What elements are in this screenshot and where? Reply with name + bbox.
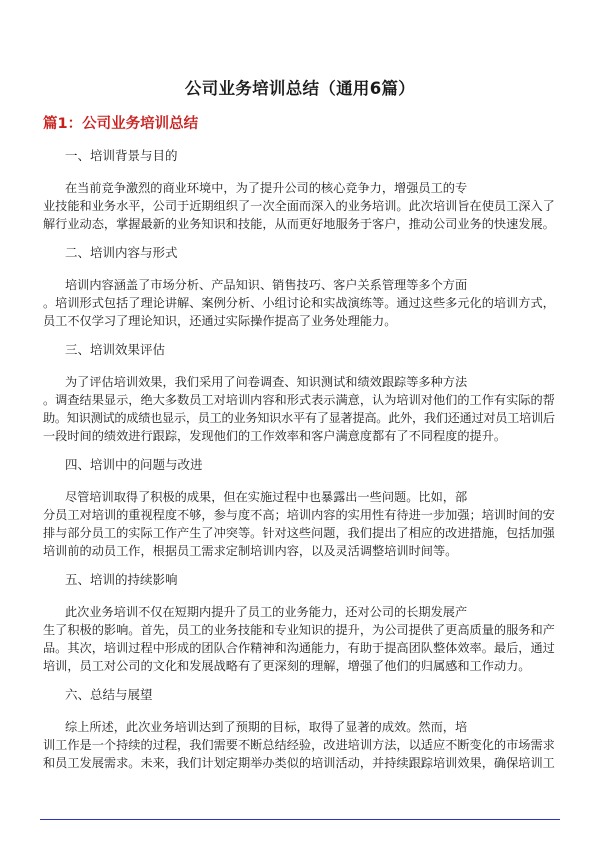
paragraph-line: 员工不仅学习了理论知识，还通过实际操作提高了业务处理能力。 (43, 314, 397, 328)
paragraph-line: 分员工对培训的重视程度不够，参与度不高；培训内容的实用性有待进一步加强；培训时间的安 (43, 508, 555, 522)
section-heading-summary: 六、总结与展望 (65, 687, 153, 702)
section-heading-content: 二、培训内容与形式 (65, 245, 178, 260)
document-title: 公司业务培训总结（通用6篇） (184, 79, 416, 98)
paragraph-line: 在当前竞争激烈的商业环境中，为了提升公司的核心竞争力，增强员工的专 (65, 181, 468, 195)
paragraph-line: 培训内容涵盖了市场分析、产品知识、销售技巧、客户关系管理等多个方面 (65, 278, 468, 292)
paragraph-line: 。培训形式包括了理论讲解、案例分析、小组讨论和实战演练等。通过这些多元化的培训方式， (43, 296, 555, 310)
paragraph-line: 一段时间的绩效进行跟踪，发现他们的工作效率和客户满意度都有了不同程度的提升。 (43, 429, 507, 443)
paragraph-line: 和员工发展需求。未来，我们计划定期举办类似的培训活动，并持续跟踪培训效果，确保培训工 (43, 756, 555, 770)
paragraph-line: 培训前的动员工作，根据员工需求定制培训内容，以及灵活调整培训时间等。 (43, 544, 458, 558)
paragraph-line: 综上所述，此次业务培训达到了预期的目标，取得了显著的成效。然而，培 (65, 720, 468, 734)
paragraph-line: 排与部分员工的实际工作产生了冲突等。针对这些问题，我们提出了相应的改进措施，包括加强 (43, 526, 555, 540)
section-heading-background: 一、培训背景与目的 (65, 148, 178, 163)
paragraph-line: 训工作是一个持续的过程，我们需要不断总结经验，改进培训方法，以适应不断变化的市场需求 (43, 738, 555, 752)
section-heading-issues: 四、培训中的问题与改进 (65, 457, 203, 472)
paragraph-line: 生了积极的影响。首先，员工的业务技能和专业知识的提升，为公司提供了更高质量的服务和产 (43, 623, 555, 637)
article-title: 篇1：公司业务培训总结 (43, 116, 199, 132)
paragraph-line: 助。知识测试的成绩也显示，员工的业务知识水平有了显著提高。此外，我们还通过对员工培训后 (43, 411, 555, 425)
page-bottom-rule (40, 819, 560, 820)
paragraph-line: 培训，员工对公司的文化和发展战略有了更深刻的理解，增强了他们的归属感和工作动力。 (43, 659, 531, 673)
section-heading-evaluation: 三、培训效果评估 (65, 342, 166, 357)
paragraph-line: 为了评估培训效果，我们采用了问卷调查、知识测试和绩效跟踪等多种方法 (65, 375, 468, 389)
paragraph-line: 尽管培训取得了积极的成果，但在实施过程中也暴露出一些问题。比如，部 (65, 490, 468, 504)
paragraph-line: 。调查结果显示，绝大多数员工对培训内容和形式表示满意，认为培训对他们的工作有实际的帮 (43, 393, 555, 407)
paragraph-line: 品。其次，培训过程中形成的团队合作精神和沟通能力，有助于提高团队整体效率。最后，通过 (43, 641, 555, 655)
paragraph-line: 业技能和业务水平，公司于近期组织了一次全面而深入的业务培训。此次培训旨在使员工深入了 (43, 199, 555, 213)
paragraph-line: 此次业务培训不仅在短期内提升了员工的业务能力，还对公司的长期发展产 (65, 605, 468, 619)
paragraph-line: 解行业动态，掌握最新的业务知识和技能，从而更好地服务于客户，推动公司业务的快速发展。 (43, 217, 555, 231)
section-heading-impact: 五、培训的持续影响 (65, 572, 178, 587)
